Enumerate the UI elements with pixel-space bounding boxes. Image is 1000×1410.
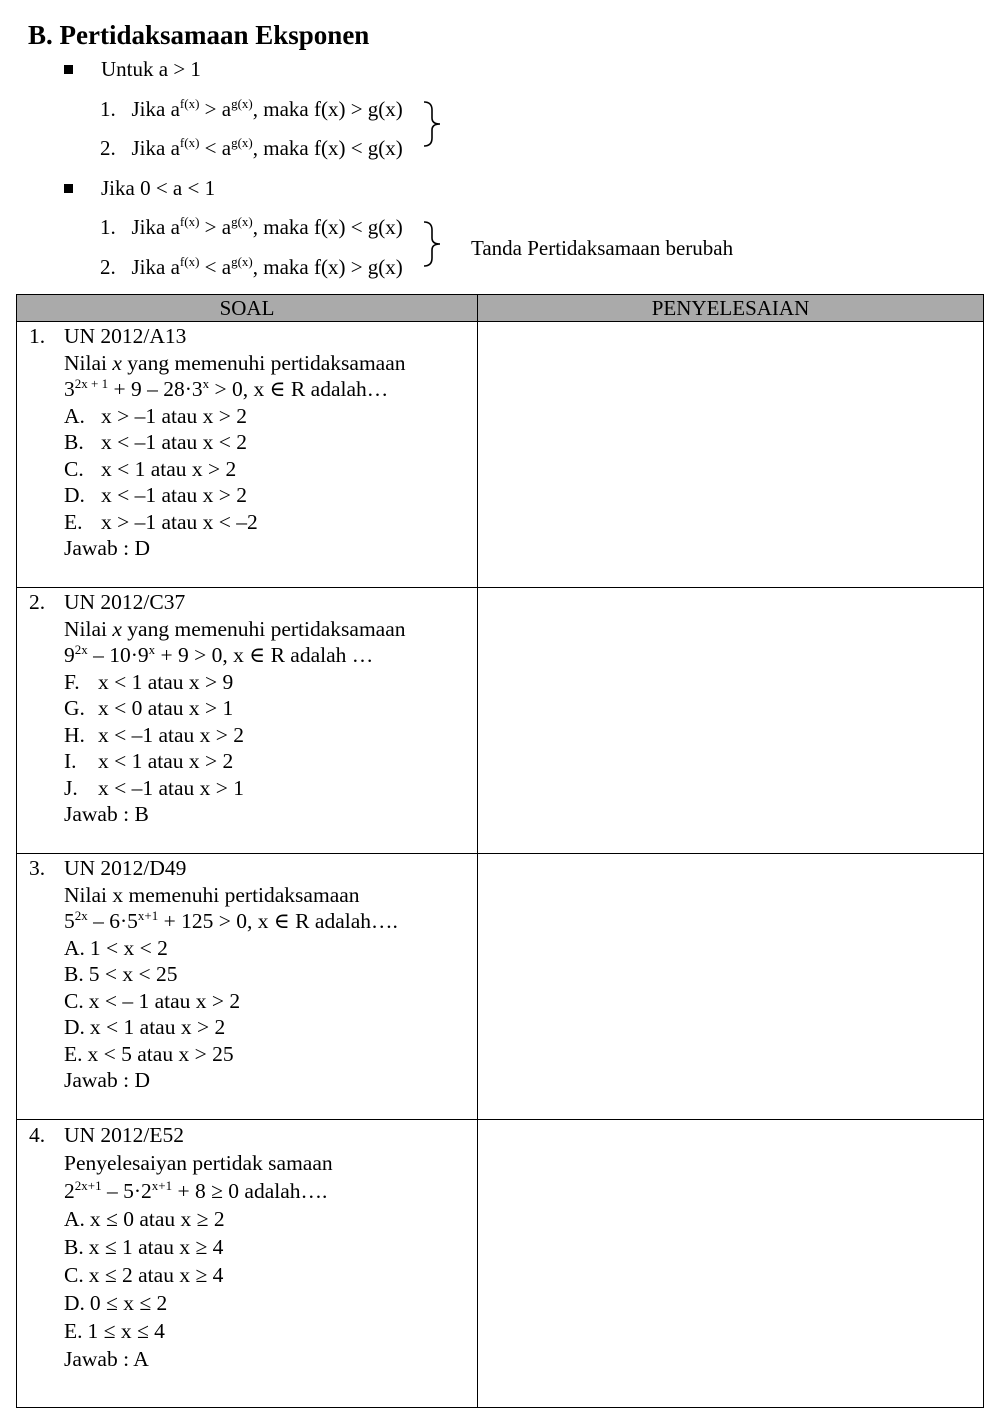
question-source: UN 2012/E52 [64, 1123, 185, 1147]
option-key: D. [64, 1291, 85, 1315]
option-key: G. [64, 696, 85, 720]
table-row [17, 588, 984, 854]
rule-condition: Untuk a > 1 [101, 57, 201, 81]
prompt-text: yang memenuhi pertidaksamaan [121, 616, 406, 641]
option-key: D. [64, 483, 85, 507]
option-text: x > –1 atau x < –2 [101, 509, 258, 534]
option-a [64, 935, 477, 962]
table-row [17, 322, 984, 588]
option-text: 0 ≤ x ≤ 2 [89, 1291, 168, 1315]
rule-text: , maka f(x) < g(x) [252, 215, 403, 239]
table-header-row [17, 295, 984, 322]
rule-item [100, 255, 403, 280]
option-d [64, 1289, 477, 1317]
option-b [64, 429, 477, 456]
option-b [64, 961, 477, 988]
option-text: x ≤ 1 atau x ≥ 4 [88, 1235, 224, 1259]
rule-item-number: 1. [100, 215, 116, 239]
rule-item-number: 1. [100, 97, 116, 121]
option-key: E. [64, 1041, 83, 1066]
rule-exponent: g(x) [231, 96, 253, 111]
rule-condition: Jika 0 < a < 1 [101, 176, 216, 200]
option-text: x < –1 atau x > 1 [98, 775, 245, 800]
answer-key: Jawab : D [64, 536, 150, 560]
option-text: 5 < x < 25 [88, 962, 178, 986]
rule-text: , maka f(x) < g(x) [252, 136, 403, 160]
question-equation [64, 1177, 477, 1205]
rule-text: , maka f(x) > g(x) [252, 97, 403, 121]
eq-text: – 6·5 [87, 909, 138, 933]
eq-text: 5 [64, 909, 75, 933]
option-e [64, 509, 477, 536]
question-equation [64, 908, 477, 935]
rule-exponent: g(x) [231, 135, 253, 150]
question-cell [17, 854, 478, 1120]
rule-text: Jika a [131, 97, 180, 121]
right-brace-icon [422, 100, 446, 148]
option-text: x < 1 atau x > 9 [98, 669, 234, 694]
eq-text: 3 [64, 377, 75, 401]
option-c [64, 988, 477, 1015]
option-text: x < –1 atau x > 2 [101, 483, 248, 507]
option-e [64, 1317, 477, 1345]
answer-cell[interactable] [478, 322, 984, 588]
answer-key: Jawab : B [64, 802, 149, 826]
eq-exponent: x [148, 642, 156, 657]
section-heading: B. Pertidaksamaan Eksponen [28, 20, 370, 50]
option-key: A. [64, 935, 85, 960]
question-cell [17, 588, 478, 854]
table-row [17, 1120, 984, 1408]
rule-item-number: 2. [100, 136, 116, 160]
option-text: 1 < x < 2 [89, 935, 168, 960]
option-f [64, 669, 477, 696]
prompt-text: yang memenuhi pertidaksamaan [121, 350, 406, 375]
option-text: x < –1 atau x < 2 [101, 430, 248, 454]
option-key: B. [64, 962, 84, 986]
rule-text: > a [199, 215, 232, 239]
rule-exponent: f(x) [179, 96, 200, 111]
rule-item [100, 215, 403, 240]
option-text: x > –1 atau x > 2 [101, 403, 248, 428]
rule-item [100, 97, 403, 122]
question-prompt [64, 616, 477, 643]
option-text: x ≤ 0 atau x ≥ 2 [89, 1207, 225, 1231]
option-key: I. [64, 749, 77, 773]
answer-cell[interactable] [478, 1120, 984, 1408]
option-text: x ≤ 2 atau x ≥ 4 [88, 1263, 224, 1287]
question-source: UN 2012/D49 [64, 856, 187, 880]
question-number: 1. [29, 324, 46, 348]
rule-text: > a [199, 97, 232, 121]
option-key: H. [64, 722, 85, 747]
question-number: 3. [29, 856, 46, 880]
option-text: x < –1 atau x > 2 [98, 722, 245, 747]
option-d [64, 1014, 477, 1041]
eq-text: – 10·9 [87, 643, 149, 667]
rule-exponent: g(x) [231, 214, 253, 229]
option-key: C. [64, 1263, 84, 1287]
eq-text: > 0, x ∈ R adalah… [209, 377, 389, 401]
bullet-square-icon [64, 184, 73, 193]
rule-text: < a [199, 255, 232, 279]
answer-cell[interactable] [478, 588, 984, 854]
eq-exponent: 2x+1 [74, 1178, 102, 1193]
question-cell [17, 322, 478, 588]
option-key: E. [64, 1319, 83, 1343]
table-row [17, 854, 984, 1120]
prompt-variable: x [112, 616, 122, 641]
option-c [64, 1261, 477, 1289]
rule-exponent: f(x) [179, 214, 200, 229]
option-h [64, 722, 477, 749]
question-prompt: Nilai x memenuhi pertidaksamaan [64, 882, 360, 907]
eq-exponent: x [202, 376, 210, 391]
option-key: C. [64, 988, 84, 1013]
question-cell [17, 1120, 478, 1408]
option-c [64, 456, 477, 483]
header-penyelesaian: PENYELESAIAN [478, 295, 984, 322]
question-source: UN 2012/C37 [64, 590, 186, 614]
option-key: D. [64, 1015, 85, 1039]
option-j [64, 775, 477, 802]
option-a [64, 403, 477, 430]
question-equation [64, 642, 477, 669]
eq-text: + 125 > 0, x ∈ R adalah…. [158, 909, 398, 933]
eq-exponent: x+1 [151, 1178, 173, 1193]
option-text: x < – 1 atau x > 2 [88, 988, 241, 1013]
question-number: 4. [29, 1123, 46, 1147]
rule-text: Jika a [131, 215, 180, 239]
question-prompt: Penyelesaiyan pertidak samaan [64, 1151, 333, 1175]
eq-text: 2 [64, 1179, 75, 1203]
rule-exponent: f(x) [179, 254, 200, 269]
eq-text: + 9 > 0, x ∈ R adalah … [155, 643, 374, 667]
rule-text: < a [199, 136, 232, 160]
eq-text: + 8 ≥ 0 adalah…. [172, 1179, 328, 1203]
rule-text: Jika a [131, 255, 180, 279]
rule-text: Jika a [131, 136, 180, 160]
question-number: 2. [29, 590, 46, 614]
option-key: A. [64, 403, 85, 428]
option-key: J. [64, 775, 78, 800]
rule-text: , maka f(x) > g(x) [252, 255, 403, 279]
eq-exponent: 2x [74, 908, 88, 923]
option-text: x < 1 atau x > 2 [89, 1015, 226, 1039]
eq-exponent: 2x + 1 [74, 376, 109, 391]
prompt-text: Nilai [64, 350, 113, 375]
answer-key: Jawab : D [64, 1068, 150, 1092]
right-brace-icon [422, 220, 446, 268]
option-g [64, 695, 477, 722]
rule-item [100, 136, 403, 161]
question-table [16, 294, 984, 1408]
option-text: x < 1 atau x > 2 [101, 456, 237, 481]
prompt-variable: x [112, 350, 122, 375]
answer-cell[interactable] [478, 854, 984, 1120]
option-text: x < 1 atau x > 2 [98, 749, 234, 773]
option-key: C. [64, 456, 84, 481]
option-key: A. [64, 1207, 85, 1231]
eq-exponent: 2x [74, 642, 88, 657]
question-source: UN 2012/A13 [64, 324, 187, 348]
option-text: x < 5 atau x > 25 [87, 1041, 234, 1066]
bullet-square-icon [64, 65, 73, 74]
rule-exponent: f(x) [179, 135, 200, 150]
rule-item-number: 2. [100, 255, 116, 279]
option-d [64, 482, 477, 509]
eq-text: 9 [64, 643, 75, 667]
eq-text: – 5·2 [101, 1179, 152, 1203]
header-soal: SOAL [17, 295, 478, 322]
eq-text: + 9 – 28·3 [108, 377, 203, 401]
question-prompt [64, 350, 477, 377]
rule-note: Tanda Pertidaksamaan berubah [471, 236, 734, 260]
eq-exponent: x+1 [137, 908, 159, 923]
option-a [64, 1205, 477, 1233]
option-key: B. [64, 1235, 84, 1259]
rule-exponent: g(x) [231, 254, 253, 269]
option-key: E. [64, 509, 83, 534]
answer-key: Jawab : A [64, 1347, 149, 1371]
option-text: x < 0 atau x > 1 [98, 696, 234, 720]
question-equation [64, 376, 477, 403]
option-b [64, 1233, 477, 1261]
prompt-text: Nilai [64, 616, 113, 641]
option-text: 1 ≤ x ≤ 4 [87, 1319, 165, 1343]
option-e [64, 1041, 477, 1068]
option-key: F. [64, 669, 80, 694]
option-key: B. [64, 430, 84, 454]
option-i [64, 748, 477, 775]
